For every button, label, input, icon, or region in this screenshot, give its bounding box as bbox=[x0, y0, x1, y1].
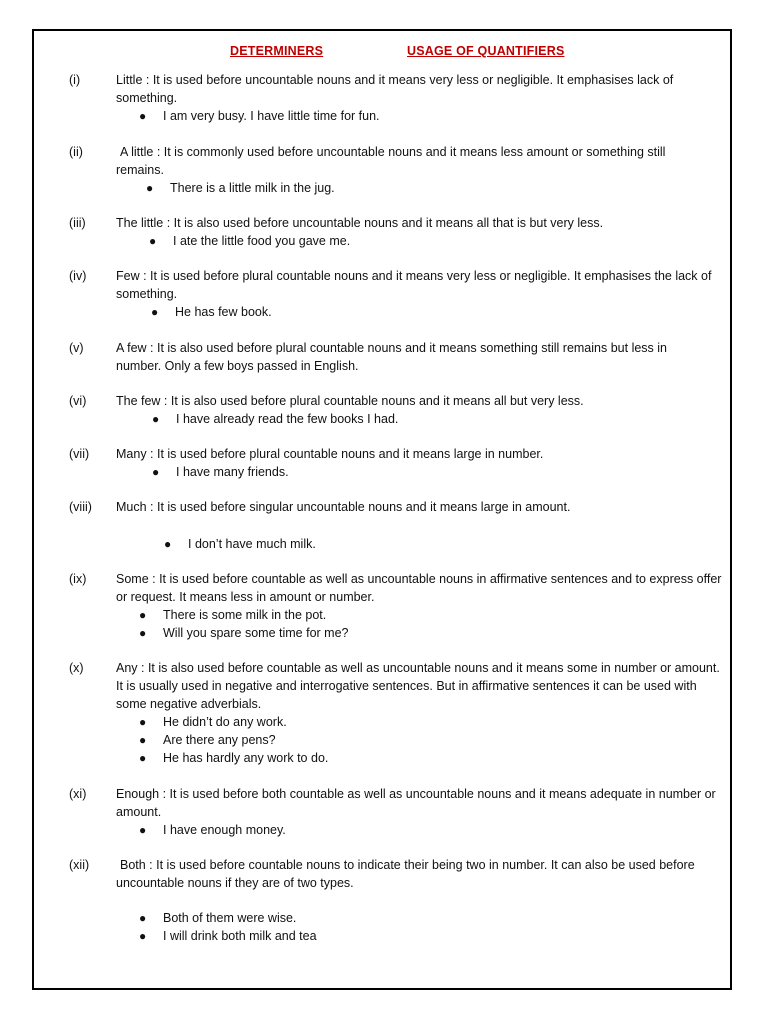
entry-number: (v) bbox=[69, 341, 84, 355]
example-item: ● He has few book. bbox=[151, 305, 272, 319]
bullet-icon: ● bbox=[139, 911, 147, 925]
entry-definition: Little : It is used before uncountable nouns and it means very less or negligible. It emphasises lack of something. bbox=[116, 73, 674, 105]
entry-number: (viii) bbox=[69, 500, 92, 514]
example-list bbox=[0, 535, 768, 553]
example-list bbox=[0, 410, 768, 428]
heading-usage-of-quantifiers: USAGE OF QUANTIFIERS bbox=[407, 44, 565, 58]
entry-number: (x) bbox=[69, 661, 84, 675]
example-list bbox=[0, 821, 768, 839]
entry-definition: Many : It is used before plural countable nouns and it means large in number. bbox=[116, 447, 544, 461]
entry-definition: Enough : It is used before both countable as well as uncountable nouns and it means adequate in number or amount. bbox=[116, 787, 716, 819]
entry-definition: Some : It is used before countable as well as uncountable nouns in affirmative sentences and to express offer or request. It means less in amount or number. bbox=[116, 572, 722, 604]
example-list bbox=[0, 463, 768, 481]
heading-determiners: DETERMINERS bbox=[230, 44, 324, 58]
entry-number: (xi) bbox=[69, 787, 87, 801]
entry-number: (iii) bbox=[69, 216, 86, 230]
example-item: ● Both of them were wise. bbox=[139, 911, 297, 925]
bullet-icon: ● bbox=[139, 929, 147, 943]
entry-number: (vi) bbox=[69, 394, 87, 408]
example-item: ● He didn’t do any work. bbox=[139, 715, 287, 729]
bullet-icon: ● bbox=[149, 234, 157, 248]
example-list bbox=[0, 179, 768, 197]
entry-definition: A little : It is commonly used before uncountable nouns and it means less amount or something still remains. bbox=[116, 145, 666, 177]
example-list bbox=[0, 909, 768, 945]
bullet-icon: ● bbox=[139, 715, 147, 729]
bullet-icon: ● bbox=[139, 823, 147, 837]
bullet-icon: ● bbox=[151, 305, 159, 319]
example-list bbox=[0, 232, 768, 250]
entry-definition: Much : It is used before singular uncountable nouns and it means large in amount. bbox=[116, 500, 571, 514]
example-item: ● He has hardly any work to do. bbox=[139, 751, 329, 765]
entry-number: (iv) bbox=[69, 269, 87, 283]
entry-number: (vii) bbox=[69, 447, 90, 461]
example-item: ● There is some milk in the pot. bbox=[139, 608, 327, 622]
bullet-icon: ● bbox=[146, 181, 154, 195]
bullet-icon: ● bbox=[152, 465, 160, 479]
bullet-icon: ● bbox=[139, 109, 147, 123]
entry-definition: The little : It is also used before uncountable nouns and it means all that is but very less. bbox=[116, 216, 604, 230]
entry-definition: Few : It is used before plural countable nouns and it means very less or negligible. It emphasises the lack of something. bbox=[116, 269, 712, 301]
example-item: ● Will you spare some time for me? bbox=[139, 626, 349, 640]
bullet-icon: ● bbox=[139, 733, 147, 747]
entry-number: (ix) bbox=[69, 572, 87, 586]
bullet-icon: ● bbox=[139, 608, 147, 622]
example-list bbox=[0, 107, 768, 125]
entry-definition: Both : It is used before countable nouns to indicate their being two in number. It can also be used before uncountable nouns if they are of two types. bbox=[116, 858, 695, 890]
bullet-icon: ● bbox=[152, 412, 160, 426]
bullet-icon: ● bbox=[164, 537, 172, 551]
example-list bbox=[0, 606, 768, 642]
bullet-icon: ● bbox=[139, 626, 147, 640]
entry-number: (ii) bbox=[69, 145, 83, 159]
example-item: ● I ate the little food you gave me. bbox=[149, 234, 351, 248]
example-list bbox=[0, 713, 768, 767]
entry-number: (i) bbox=[69, 73, 81, 87]
entry-definition: A few : It is also used before plural countable nouns and it means something still remains but less in number. Only a few boys passed in English. bbox=[116, 341, 667, 373]
example-item: ● I don’t have much milk. bbox=[164, 537, 316, 551]
example-item: ● I have enough money. bbox=[139, 823, 286, 837]
entry-definition: The few : It is also used before plural countable nouns and it means all but very less. bbox=[116, 394, 584, 408]
example-list bbox=[0, 303, 768, 321]
entry-number: (xii) bbox=[69, 858, 90, 872]
example-item: ● I will drink both milk and tea bbox=[139, 929, 317, 943]
bullet-icon: ● bbox=[139, 751, 147, 765]
example-item: ● I have already read the few books I had. bbox=[152, 412, 399, 426]
entry-definition: Any : It is also used before countable as well as uncountable nouns and it means some in number or amount. It is usually used in negative and interrogative sentences. But in affirmative sentences it can be used with some negative adverbials. bbox=[116, 661, 720, 711]
example-item: ● I have many friends. bbox=[152, 465, 289, 479]
example-item: ● There is a little milk in the jug. bbox=[146, 181, 335, 195]
example-item: ● I am very busy. I have little time for fun. bbox=[139, 109, 380, 123]
example-item: ● Are there any pens? bbox=[139, 733, 276, 747]
